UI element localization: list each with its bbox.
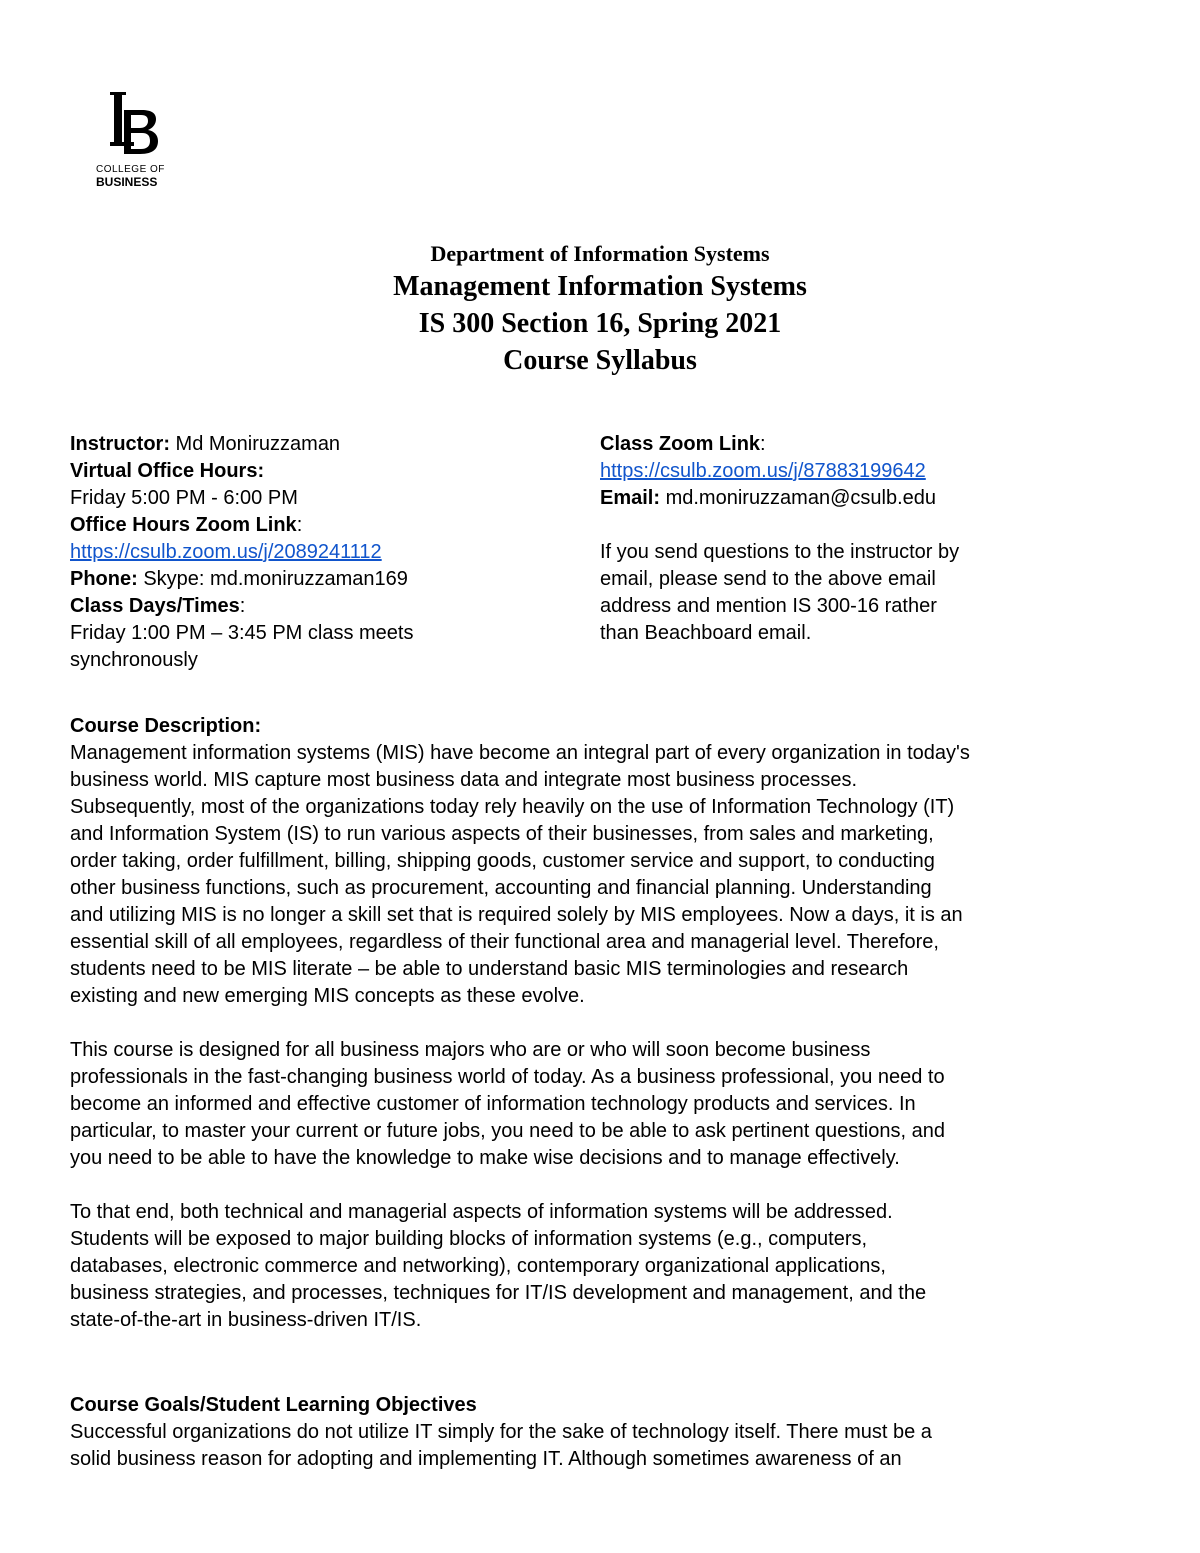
- logo-college-of: COLLEGE OF: [96, 164, 165, 175]
- paragraph-line: This course is designed for all business majors who are or who will soon become business: [70, 1039, 871, 1061]
- email-value: md.moniruzzaman@csulb.edu: [660, 487, 937, 509]
- instructor-label: Instructor:: [70, 433, 170, 455]
- paragraph-line: solid business reason for adopting and implementing IT. Although sometimes awareness of an: [70, 1448, 902, 1470]
- office-zoom-colon: :: [296, 514, 303, 536]
- department-title: Department of Information Systems: [430, 241, 770, 266]
- office-hours-label: Virtual Office Hours:: [70, 460, 265, 482]
- email-row: [600, 485, 1140, 512]
- paragraph-line: students need to be MIS literate – be able to understand basic MIS terminologies and research: [70, 958, 909, 980]
- paragraph-line: and Information System (IS) to run various aspects of their businesses, from sales and marketing,: [70, 823, 934, 845]
- paragraph-line: Management information systems (MIS) have become an integral part of every organization in today's: [70, 742, 970, 764]
- email-note-line: email, please send to the above email: [600, 568, 936, 590]
- class-days-colon: :: [239, 595, 246, 617]
- email-note-line: address and mention IS 300-16 rather: [600, 595, 937, 617]
- college-logo: [92, 90, 182, 195]
- paragraph-line: Successful organizations do not utilize IT simply for the sake of technology itself. There must be a: [70, 1421, 932, 1443]
- class-days-label: Class Days/Times: [70, 595, 240, 617]
- class-zoom-row: [600, 431, 1140, 458]
- paragraph-line: Students will be exposed to major building blocks of information systems (e.g., computers,: [70, 1228, 868, 1250]
- office-zoom-link-row: [70, 539, 530, 566]
- paragraph-line: order taking, order fulfillment, billing, shipping goods, customer service and support, to conducting: [70, 850, 935, 872]
- paragraph-line: essential skill of all employees, regardless of their functional area and managerial level. Therefore,: [70, 931, 939, 953]
- document-type: Course Syllabus: [503, 345, 697, 376]
- lb-monogram-icon: [100, 90, 164, 160]
- logo-business: BUSINESS: [96, 175, 158, 189]
- instructor-row: [70, 431, 530, 458]
- spacer: [600, 512, 1140, 539]
- paragraph-line: other business functions, such as procurement, accounting and financial planning. Understanding: [70, 877, 932, 899]
- syllabus-header: [0, 240, 1200, 379]
- email-note-line: than Beachboard email.: [600, 622, 812, 644]
- paragraph-line: databases, electronic commerce and networking), contemporary organizational applications,: [70, 1255, 886, 1277]
- office-zoom-label: Office Hours Zoom Link: [70, 514, 297, 536]
- course-description-section: [70, 713, 1150, 1334]
- paragraph-line: To that end, both technical and managerial aspects of information systems will be addressed.: [70, 1201, 893, 1223]
- phone-value: Skype: md.moniruzzaman169: [137, 568, 408, 590]
- class-zoom-link-row: [600, 458, 1140, 485]
- course-name: Management Information Systems: [393, 271, 807, 302]
- paragraph-line: and utilizing MIS is no longer a skill set that is required solely by MIS employees. Now a days, it is an: [70, 904, 963, 926]
- course-description-heading: Course Description:: [70, 715, 262, 737]
- office-zoom-row: [70, 512, 530, 539]
- contact-info: [600, 431, 1140, 647]
- class-days-row: [70, 593, 530, 620]
- office-zoom-link[interactable]: https://csulb.zoom.us/j/2089241112: [70, 541, 382, 563]
- instructor-info: [70, 431, 530, 674]
- paragraph-line: become an informed and effective customer of information technology products and services. In: [70, 1093, 916, 1115]
- course-goals-section: [70, 1392, 1150, 1473]
- class-zoom-colon: :: [760, 433, 766, 455]
- class-days-line1: Friday 1:00 PM – 3:45 PM class meets: [70, 622, 414, 644]
- paragraph-line: existing and new emerging MIS concepts as these evolve.: [70, 985, 585, 1007]
- paragraph-line: business world. MIS capture most business data and integrate most business processes.: [70, 769, 858, 791]
- email-label: Email:: [600, 487, 661, 509]
- class-days-line2: synchronously: [70, 649, 198, 671]
- email-note-line: If you send questions to the instructor by: [600, 541, 960, 563]
- paragraph-line: particular, to master your current or future jobs, you need to be able to ask pertinent questions, and: [70, 1120, 945, 1142]
- class-zoom-label: Class Zoom Link: [600, 433, 761, 455]
- class-zoom-link[interactable]: https://csulb.zoom.us/j/87883199642: [600, 460, 926, 482]
- paragraph-gap: [70, 1010, 1150, 1037]
- course-goals-heading: Course Goals/Student Learning Objectives: [70, 1394, 477, 1416]
- instructor-value: Md Moniruzzaman: [170, 433, 341, 455]
- phone-row: [70, 566, 530, 593]
- course-section: IS 300 Section 16, Spring 2021: [418, 308, 782, 339]
- paragraph-line: state-of-the-art in business-driven IT/IS.: [70, 1309, 422, 1331]
- office-hours-value: Friday 5:00 PM - 6:00 PM: [70, 487, 298, 509]
- paragraph-gap: [70, 1172, 1150, 1199]
- paragraph-line: professionals in the fast-changing business world of today. As a business professional, you need to: [70, 1066, 945, 1088]
- paragraph-line: business strategies, and processes, techniques for IT/IS development and management, and the: [70, 1282, 927, 1304]
- paragraph-line: Subsequently, most of the organizations today rely heavily on the use of Information Technology (IT): [70, 796, 955, 818]
- paragraph-line: you need to be able to have the knowledge to make wise decisions and to manage effectively.: [70, 1147, 900, 1169]
- phone-label: Phone:: [70, 568, 138, 590]
